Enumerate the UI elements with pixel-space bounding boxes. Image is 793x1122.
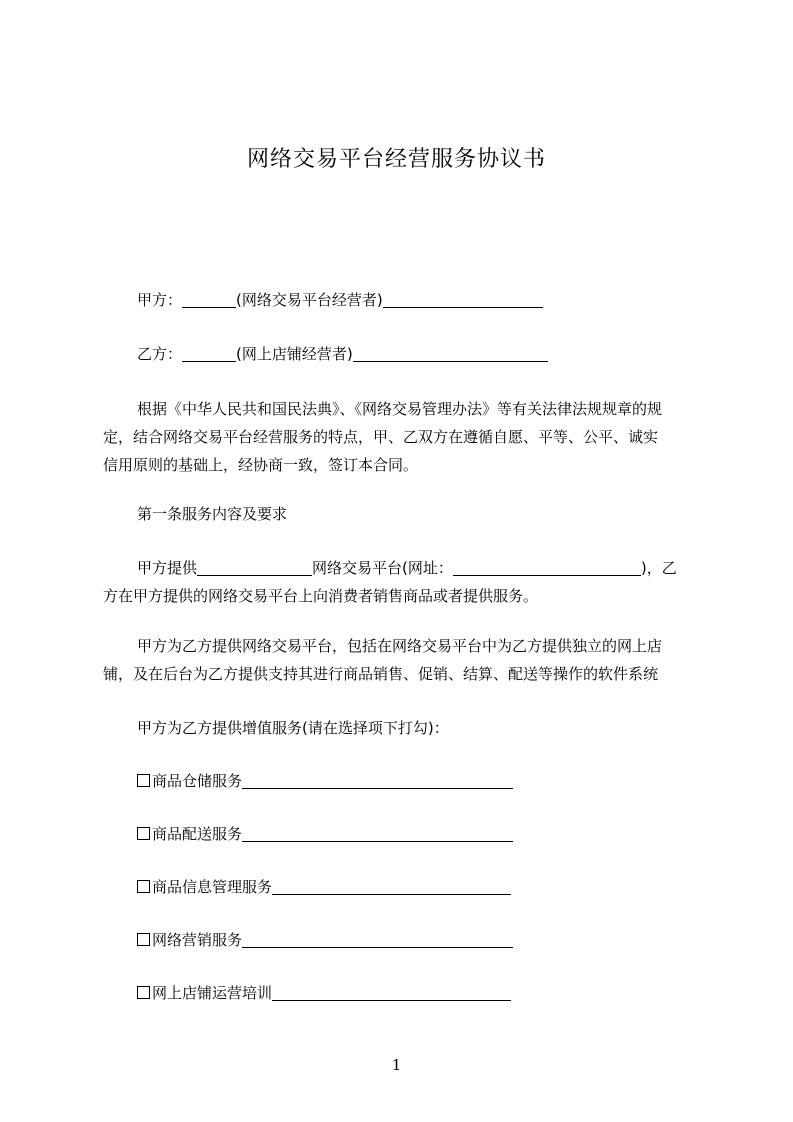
article1-para1-line-2: 方在甲方提供的网络交易平台上向消费者销售商品或者提供服务。 (103, 587, 539, 605)
training-checkbox[interactable] (137, 986, 150, 999)
info-management-label: 商品信息管理服务 (152, 878, 273, 896)
option-training (103, 979, 737, 1007)
preamble-line-3: 信用原则的基础上，经协商一致，签订本合同。 (103, 456, 419, 474)
article1-para2 (103, 632, 703, 688)
delivery-label: 商品配送服务 (152, 825, 243, 843)
party-b-name-blank[interactable] (182, 345, 236, 362)
option-marketing (103, 926, 737, 954)
article1-heading: 第一条服务内容及要求 (137, 505, 288, 523)
party-a-role: (网络交易平台经营者) (236, 291, 383, 309)
article1-para2-line-2: 铺，及在后台为乙方提供支持其进行商品销售、促销、结算、配送等操作的软件系统 (103, 665, 659, 683)
marketing-checkbox[interactable] (137, 933, 150, 946)
warehousing-label: 商品仓储服务 (152, 772, 243, 790)
service-provider-pre: 甲方提供 (137, 559, 198, 577)
page-number: 1 (391, 1056, 402, 1074)
service-provider-mid: 网络交易平台(网址： (312, 559, 453, 577)
document-title: 网络交易平台经营服务协议书 (246, 147, 546, 172)
article1-para2-line-1: 甲方为乙方提供网络交易平台，包括在网络交易平台中为乙方提供独立的网上店 (137, 637, 663, 655)
info-management-blank[interactable] (272, 878, 511, 895)
option-warehousing (103, 767, 737, 795)
party-b-label: 乙方： (137, 345, 183, 363)
article1-para1-line-1 (103, 554, 703, 582)
info-management-checkbox[interactable] (137, 880, 150, 893)
training-label: 网上店铺运营培训 (152, 984, 273, 1002)
party-a-name-blank[interactable] (182, 291, 236, 308)
party-a-line (103, 286, 737, 314)
party-a-label: 甲方： (137, 291, 183, 309)
platform-url-blank[interactable] (453, 559, 641, 576)
delivery-blank[interactable] (242, 825, 513, 842)
article1-para1 (103, 554, 703, 610)
preamble-line-1: 根据《中华人民共和国民法典》、《网络交易管理办法》等有关法律法规规章的规 (137, 400, 663, 418)
party-b-role: (网上店铺经营者) (236, 345, 353, 363)
warehousing-checkbox[interactable] (137, 774, 150, 787)
platform-name-blank[interactable] (197, 559, 312, 576)
party-b-line (103, 340, 737, 368)
marketing-blank[interactable] (242, 931, 513, 948)
value-added-intro: 甲方为乙方提供增值服务(请在选择项下打勾)： (137, 719, 449, 737)
preamble-line-2: 定，结合网络交易平台经营服务的特点，甲、乙双方在遵循自愿、平等、公平、诚实 (103, 428, 659, 446)
party-b-extra-blank[interactable] (353, 345, 548, 362)
warehousing-blank[interactable] (242, 772, 513, 789)
training-blank[interactable] (272, 984, 511, 1001)
delivery-checkbox[interactable] (137, 827, 150, 840)
option-info-management (103, 873, 737, 901)
option-delivery (103, 820, 737, 848)
preamble-paragraph (103, 395, 703, 479)
party-a-extra-blank[interactable] (383, 291, 543, 308)
service-provider-post: )，乙 (640, 559, 677, 577)
marketing-label: 网络营销服务 (152, 931, 243, 949)
